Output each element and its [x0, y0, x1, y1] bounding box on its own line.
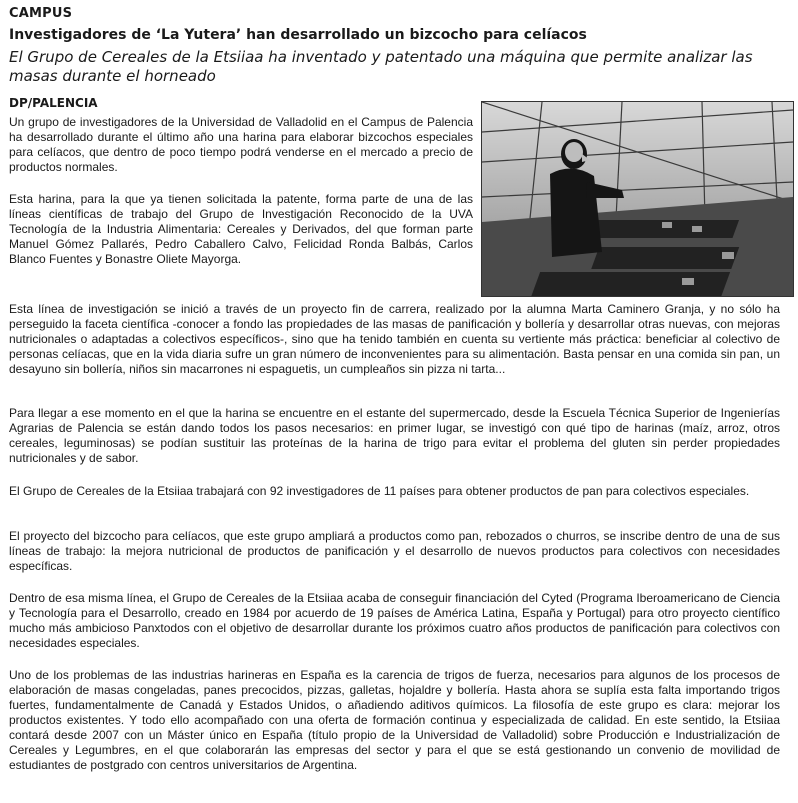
- paragraph-4: Para llegar a ese momento en el que la harina se encuentre en el estante del supermercado, desde la Escuela Técnica Superior de Ingenierías Agrarias de Palencia se están dando todos los pasos necesarios: en primer lugar, se investigó con qué tipo de harinas (maíz, arroz, otros cereales, leguminosas) se podían sustituir las proteínas de la harina de trigo para evitar el problema del gluten sin perder propiedades nutricionales y de sabor.: [9, 406, 780, 465]
- paragraph-1: Un grupo de investigadores de la Universidad de Valladolid en el Campus de Palencia ha desarrollado durante el último año una harina para elaborar bizcochos especiales para celíacos, que dentro de poco tiempo podrá venderse en el mercado a precio de productos normales.: [9, 115, 473, 174]
- paragraph-2: Esta harina, para la que ya tienen solicitada la patente, forma parte de una de las líneas científicas de trabajo del Grupo de Investigación Reconocido de la UVA Tecnología de la Industria Alimentaria: Cereales y Derivados, del que forman parte Manuel Gómez Pallarés, Pedro Caballero Calvo, Felicidad Ronda Balbás, Carlos Blanco Fuentes y Bonastre Oliete Mayorga.: [9, 192, 473, 266]
- greenhouse-photo: [481, 101, 794, 297]
- paragraph-8: Uno de los problemas de las industrias harineras en España es la carencia de trigos de fuerza, necesarios para algunos de los procesos de elaboración de masas congeladas, panes precocidos, pizzas, galletas, hojaldre y bollería. Hasta ahora se suplía esta falta importando trigos fuertes, fundamentalmente de Canadá y Estados Unidos, o añadiendo aditivos químicos. La filosofía de este grupo es clara: mejorar los productos existentes. Y todo ello acompañado con una oferta de formación continua y especializada de calidad. En este sentido, la Etsiiaa contará desde 2007 con un Máster único en España (título propio de la Universidad de Valladolid) sobre Producción e Industrialización de Cereales y Legumbres, en el que colaborarán las empresas del sector y para el que se está gestionando un convenio de movilidad de estudiantes de postgrado con centros universitarios de Argentina.: [9, 668, 780, 772]
- paragraph-5: El Grupo de Cereales de la Etsiiaa trabajará con 92 investigadores de 11 países para obtener productos de pan para colectivos especiales.: [9, 484, 750, 498]
- byline: DP/PALENCIA: [9, 96, 98, 110]
- paragraph-6: El proyecto del bizcocho para celíacos, que este grupo ampliará a productos como pan, rebozados o churros, se inscribe dentro de una de sus líneas de trabajo: la mejora nutricional de productos de panificación y el desarrollo de nuevos productos para colectivos con necesidades específicas.: [9, 529, 780, 573]
- paragraph-7: Dentro de esa misma línea, el Grupo de Cereales de la Etsiiaa acaba de conseguir financiación del Cyted (Programa Iberoamericano de Ciencia y Tecnología para el Desarrollo, creado en 1984 por acuerdo de 19 países de América Latina, España y Portugal) para otro proyecto científico mucho más ambicioso Panxtodos con el objetivo de desarrollar durante los próximos cuatro años productos de panificación para colectivos con necesidades especiales.: [9, 591, 780, 650]
- section-label: CAMPUS: [9, 6, 73, 21]
- subtitle: El Grupo de Cereales de la Etsiiaa ha inventado y patentado una máquina que permite analizar las masas durante el horneado: [9, 48, 753, 85]
- headline: Investigadores de ‘La Yutera’ han desarrollado un bizcocho para celíacos: [9, 27, 587, 43]
- paragraph-3: Esta línea de investigación se inició a través de un proyecto fin de carrera, realizado por la alumna Marta Caminero Granja, y no sólo ha perseguido la faceta científica -conocer a fondo las propiedades de las masas de panificación y bollería y desarrollar otras nuevas, con mejoras nutricionales o adaptadas a colectivos específicos-, sino que ha tenido también en cuenta su vertiente más práctica: beneficiar al colectivo de personas celíacas, que en la vida diaria sufre un gran número de inconvenientes para su alimentación. Basta pensar en una comida sin pan, un desayuno sin bollería, niños sin macarrones ni espaguetis, un cumpleaños sin pizza ni tarta...: [9, 302, 780, 376]
- greenhouse-photo-image: [482, 102, 793, 296]
